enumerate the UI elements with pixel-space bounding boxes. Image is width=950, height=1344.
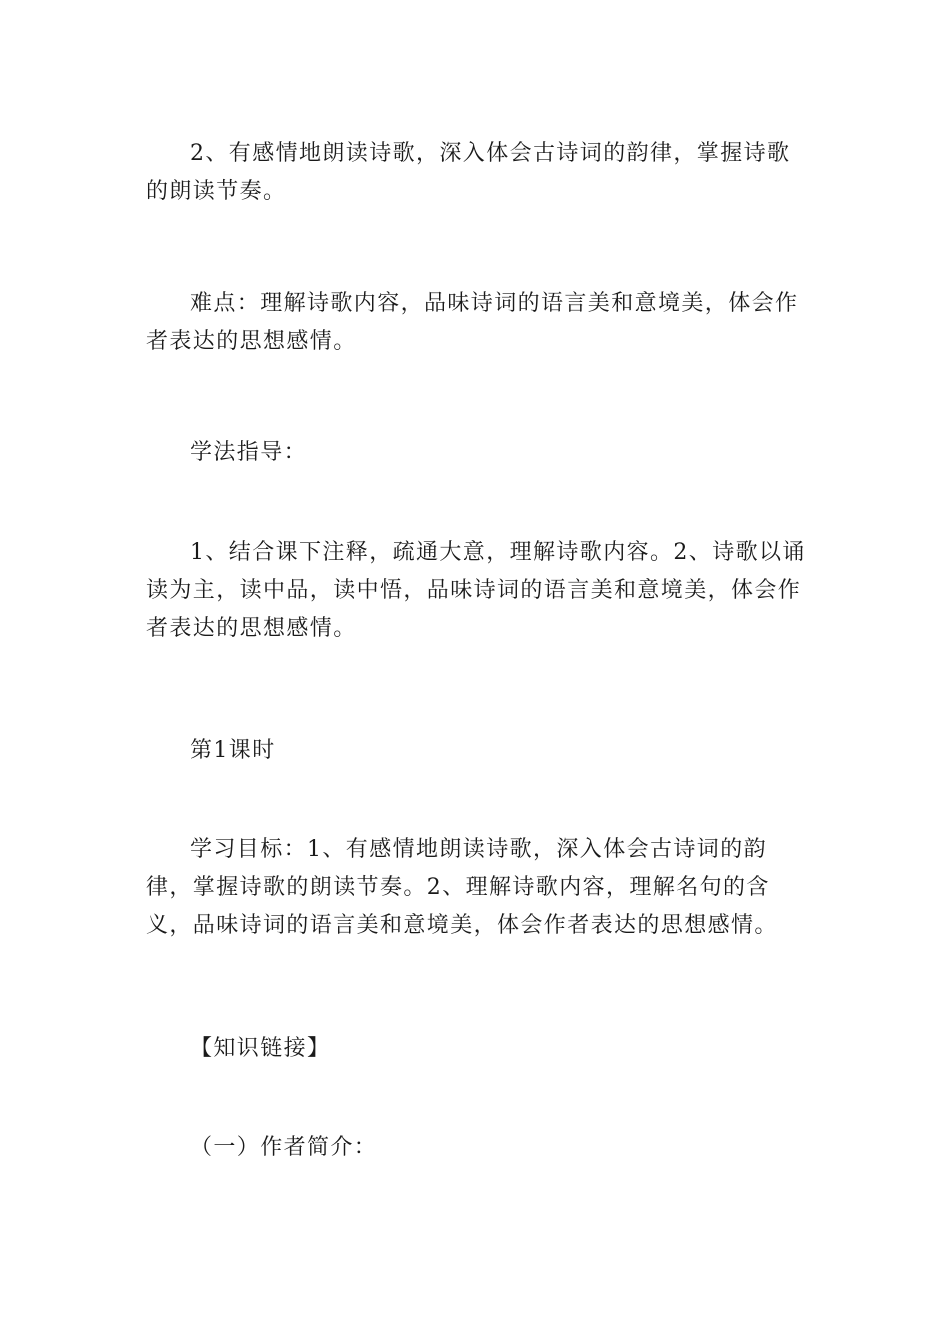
study-method-heading: 学法指导： <box>190 440 308 465</box>
learning-goals-paragraph: 学习目标：1、有感情地朗读诗歌，深入体会古诗词的韵律，掌握诗歌的朗读节奏。2、理解诗歌内容，理解名句的含义，品味诗词的语言美和意境美，体会作者表达的思想感情。 <box>146 837 778 938</box>
lesson-heading: 第1课时 <box>190 738 276 763</box>
objective-paragraph: 2、有感情地朗读诗歌，深入体会古诗词的韵律，掌握诗歌的朗读节奏。 <box>146 141 791 204</box>
difficulty-paragraph: 难点：理解诗歌内容，品味诗词的语言美和意境美，体会作者表达的思想感情。 <box>146 291 799 354</box>
study-method-paragraph: 1、结合课下注释，疏通大意，理解诗歌内容。2、诗歌以诵读为主，读中品，读中悟，品味诗词的语言美和意境美，体会作者表达的思想感情。 <box>146 540 806 641</box>
author-intro-heading: （一）作者简介： <box>190 1135 378 1160</box>
knowledge-link-heading: 【知识链接】 <box>190 1036 331 1061</box>
